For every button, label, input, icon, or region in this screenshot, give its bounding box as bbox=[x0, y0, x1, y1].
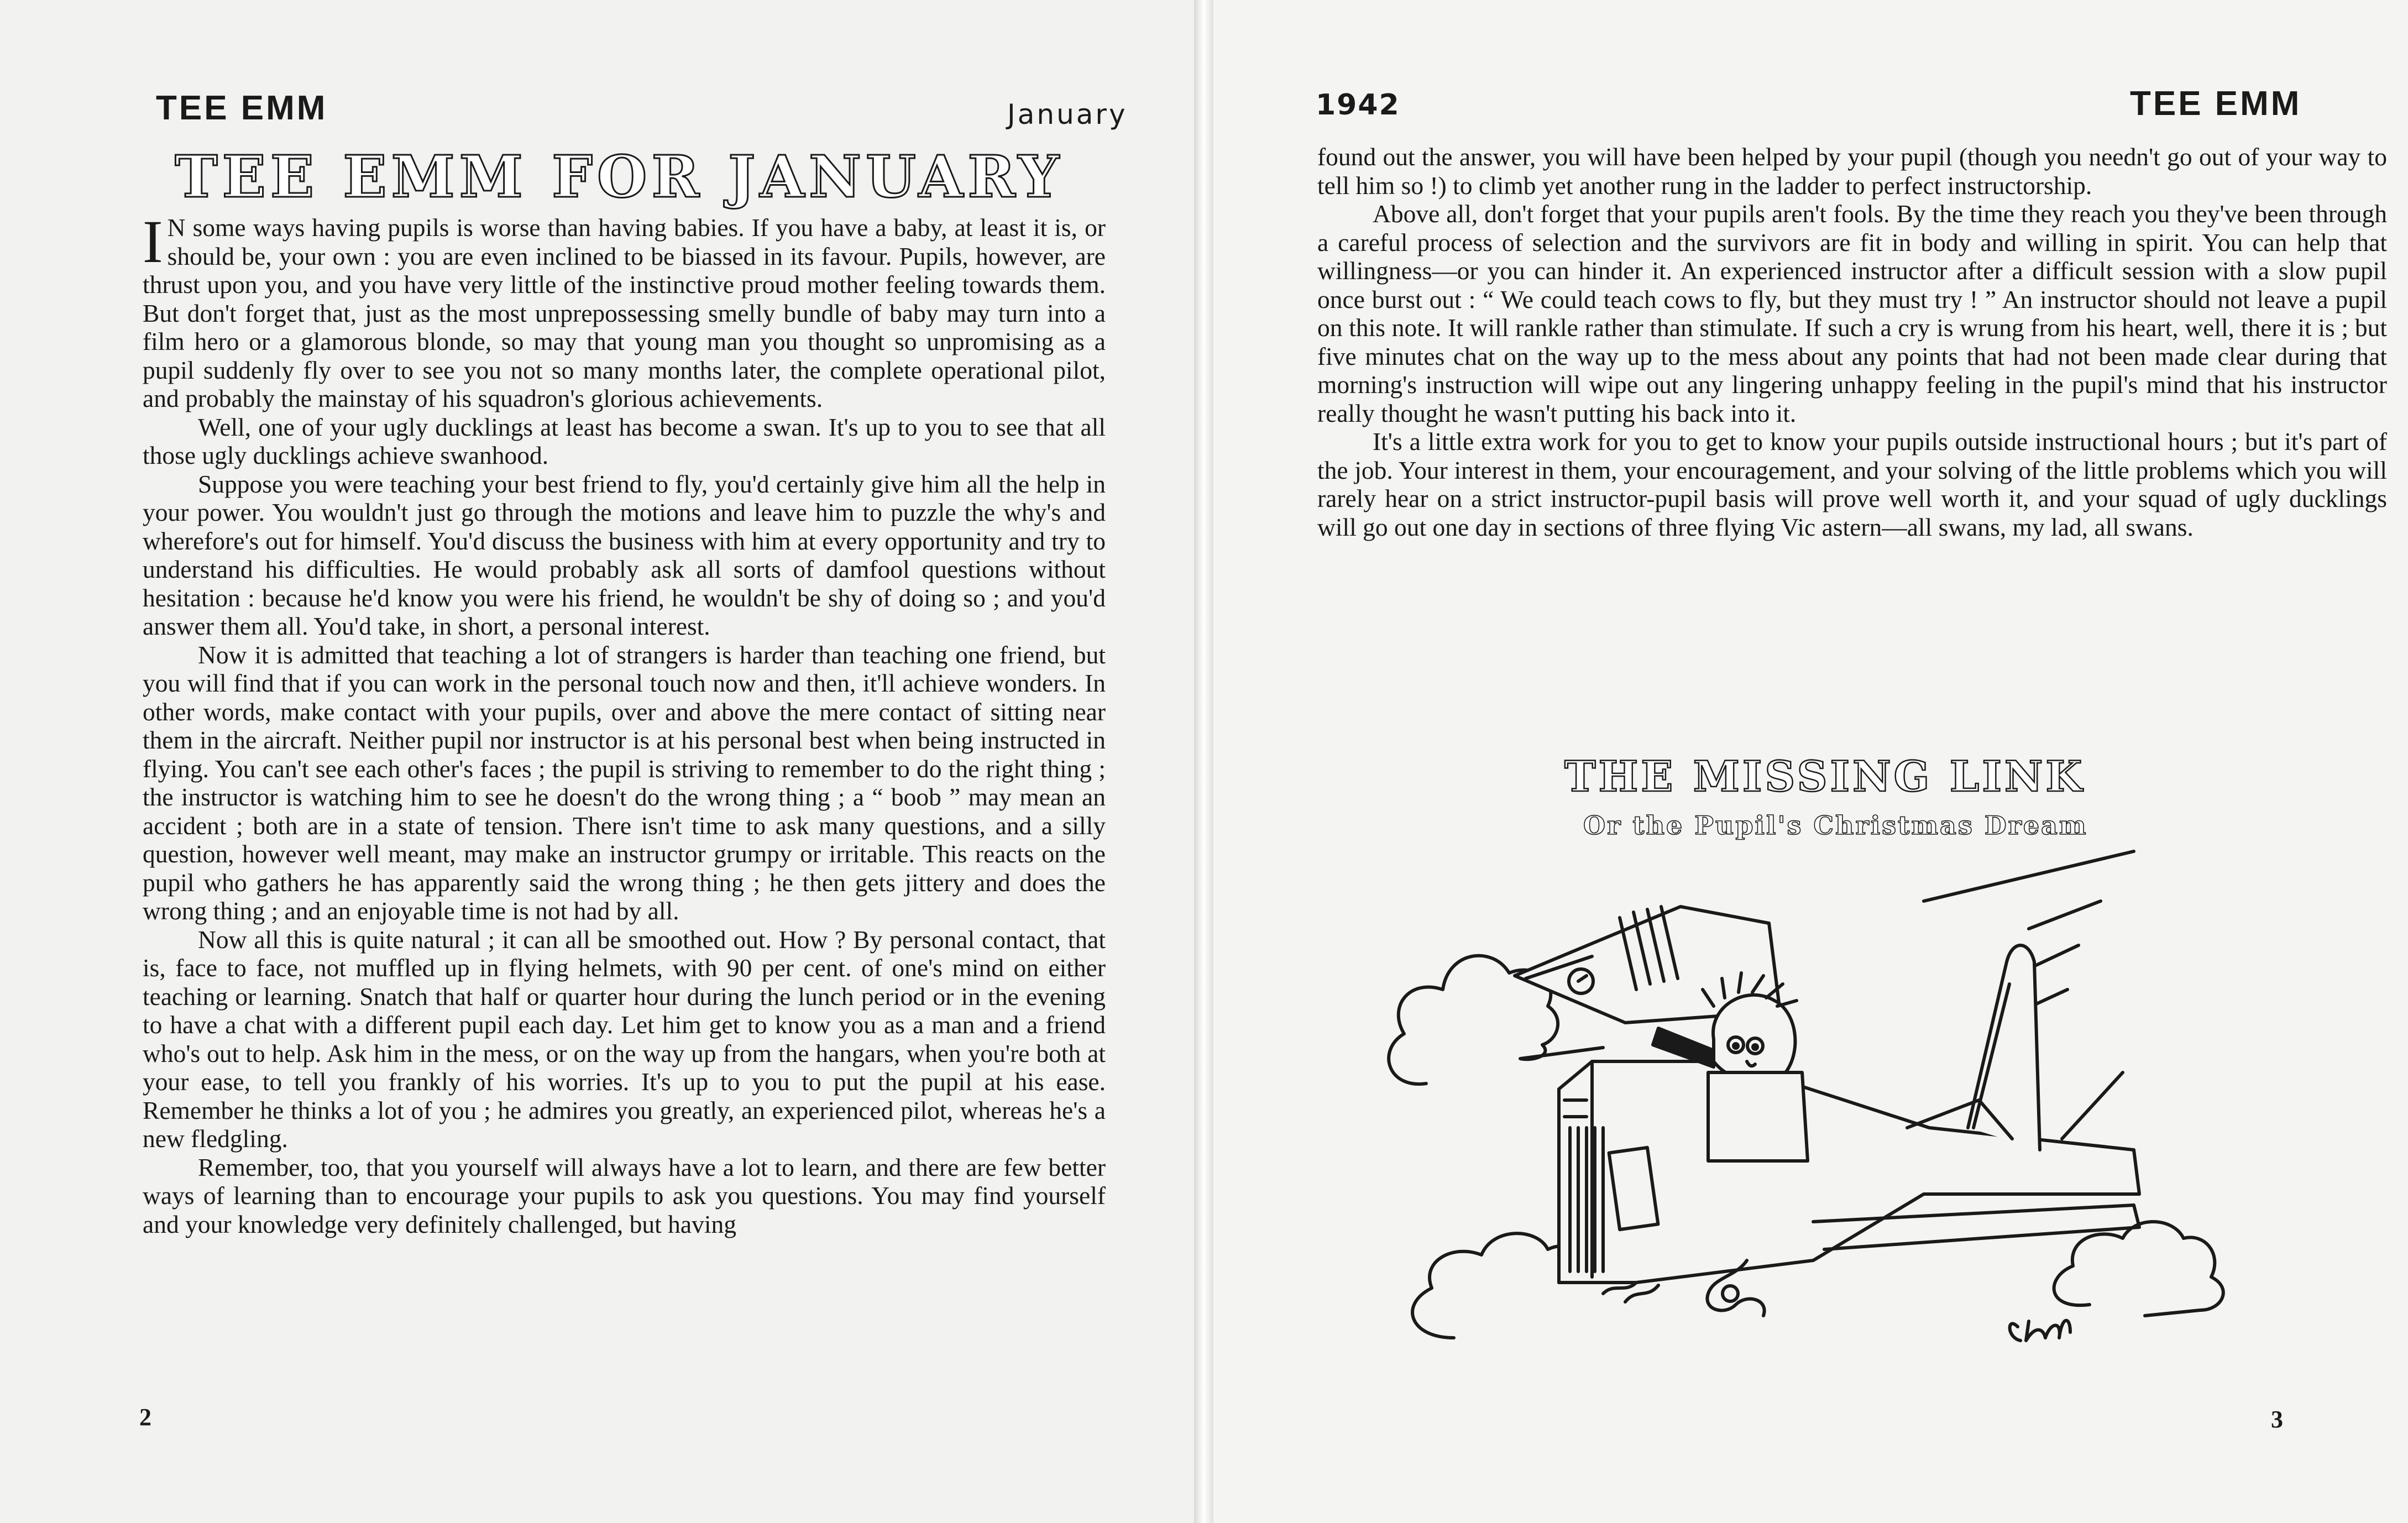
book-gutter bbox=[1194, 0, 1213, 1523]
artist-signature bbox=[2010, 1321, 2070, 1341]
cloud-bottom-right bbox=[2054, 1222, 2223, 1316]
article-title: TEE EMM FOR JANUARY bbox=[175, 143, 1064, 211]
airplane-cartoon-illustration bbox=[1327, 840, 2300, 1382]
month-label: January bbox=[1007, 98, 1128, 130]
left-page bbox=[0, 0, 1194, 1523]
article-body-right bbox=[1317, 143, 2387, 541]
running-head-right: TEE EMM bbox=[2130, 85, 2302, 123]
article-body-left bbox=[143, 208, 1106, 1238]
paragraph: It's a little extra work for you to get to know your pupils outside instructional hours ; but it's part of the job. Your interest in them, your encouragement, and your solving of the little problems which you will rarely hear on a strict instructor-pupil basis will prove well worth it, and your squad of ugly ducklings will go out one day in sections of three flying Vic astern—all swans, my lad, all swans. bbox=[1317, 427, 2387, 541]
paragraph: I N some ways having pupils is worse than having babies. If you have a baby, at least it is, or should be, your own : you are even inclined to be biassed in its favour. Pupils, however, are thrust upon you, and you have very little of the instinctive proud mother feeling towards them. But don't forget that, just as the most unprepossessing smelly bundle of baby may turn into a film hero or a glamorous blonde, so may that young man you thought so unpromising as a pupil suddenly fly over to see you not so many months later, the complete operational pilot, and probably the mainstay of his squadron's glorious achievements. bbox=[143, 208, 1106, 412]
drop-cap: I bbox=[143, 208, 163, 275]
page-number-right: 3 bbox=[2271, 1406, 2283, 1433]
feature-subtitle: Or the Pupil's Christmas Dream bbox=[1583, 810, 2088, 840]
paragraph: Well, one of your ugly ducklings at least has become a swan. It's up to you to see that all those ugly ducklings achieve swanhood. bbox=[143, 412, 1106, 469]
page-number-left: 2 bbox=[139, 1404, 151, 1431]
paragraph: Suppose you were teaching your best friend to fly, you'd certainly give him all the help in your power. You wouldn't just go through the motions and leave him to puzzle the why's and wherefore's out for himself. You'd discuss the business with him at every opportunity and try to understand his difficulties. He would probably ask all sorts of damfool questions without hesitation : because he'd know you were his friend, he wouldn't be shy of doing so ; and you'd answer them all. You'd take, in short, a personal interest. bbox=[143, 469, 1106, 640]
running-head-left: TEE EMM bbox=[156, 89, 328, 127]
year-label: 1942 bbox=[1316, 88, 1400, 122]
paragraph: found out the answer, you will have been helped by your pupil (though you needn't go out of your way to tell him so !) to climb yet another rung in the ladder to perfect instructorship. bbox=[1317, 143, 2387, 200]
feature-title: THE MISSING LINK bbox=[1564, 752, 2085, 801]
paragraph: Now all this is quite natural ; it can all be smoothed out. How ? By personal contact, that is, face to face, not muffled up in flying helmets, with 90 per cent. of one's mind on either teaching or learning. Snatch that half or quarter hour during the lunch period or in the evening to have a chat with a different pupil each day. Let him get to know you as a man and a friend who's out to help. Ask him in the mess, or on the way up from the hangars, when you're both at your ease, to tell you frankly of his worries. It's up to you to put the pupil at his ease. Remember he thinks a lot of you ; he admires you greatly, an experienced pilot, whereas he's a new fledgling. bbox=[143, 925, 1106, 1153]
paragraph: Remember, too, that you yourself will always have a lot to learn, and there are few better ways of learning than to encourage your pupils to ask you questions. You may find yourself and your knowledge very definitely challenged, but having bbox=[143, 1153, 1106, 1238]
paragraph: Now it is admitted that teaching a lot of strangers is harder than teaching one friend, but you will find that if you can work in the personal touch now and then, it'll achieve wonders. In other words, make contact with your pupils, over and above the mere contact of sitting near them in the aircraft. Neither pupil nor instructor is at his personal best when being instructed in flying. You can't see each other's faces ; the pupil is striving to remember to do the right thing ; the instructor is watching him to see he doesn't do the wrong thing ; a “ boob ” may mean an accident ; both are in a state of tension. There isn't time to ask many questions, and a silly question, however well meant, may make an instructor grumpy or irritable. This reacts on the pupil who gathers he has apparently said the wrong thing ; he then gets jittery and does the wrong thing ; and an enjoyable time is not had by all. bbox=[143, 640, 1106, 925]
airplane bbox=[1515, 907, 2139, 1316]
paragraph: Above all, don't forget that your pupils aren't fools. By the time they reach you they've been through a careful process of selection and the survivors are fit in body and willing in spirit. You can help that willingness—or you can hinder it. An experienced instructor after a difficult session with a slow pupil once burst out : “ We could teach cows to fly, but they must try ! ” An instructor should not leave a pupil on this note. It will rankle rather than stimulate. If such a cry is wrung from his heart, well, there it is ; but five minutes chat on the way up to the mess about any points that had not been made clear during that morning's instruction will wipe out any lingering unhappy feeling in the pupil's mind that his instructor really thought he wasn't putting his back into it. bbox=[1317, 200, 2387, 427]
